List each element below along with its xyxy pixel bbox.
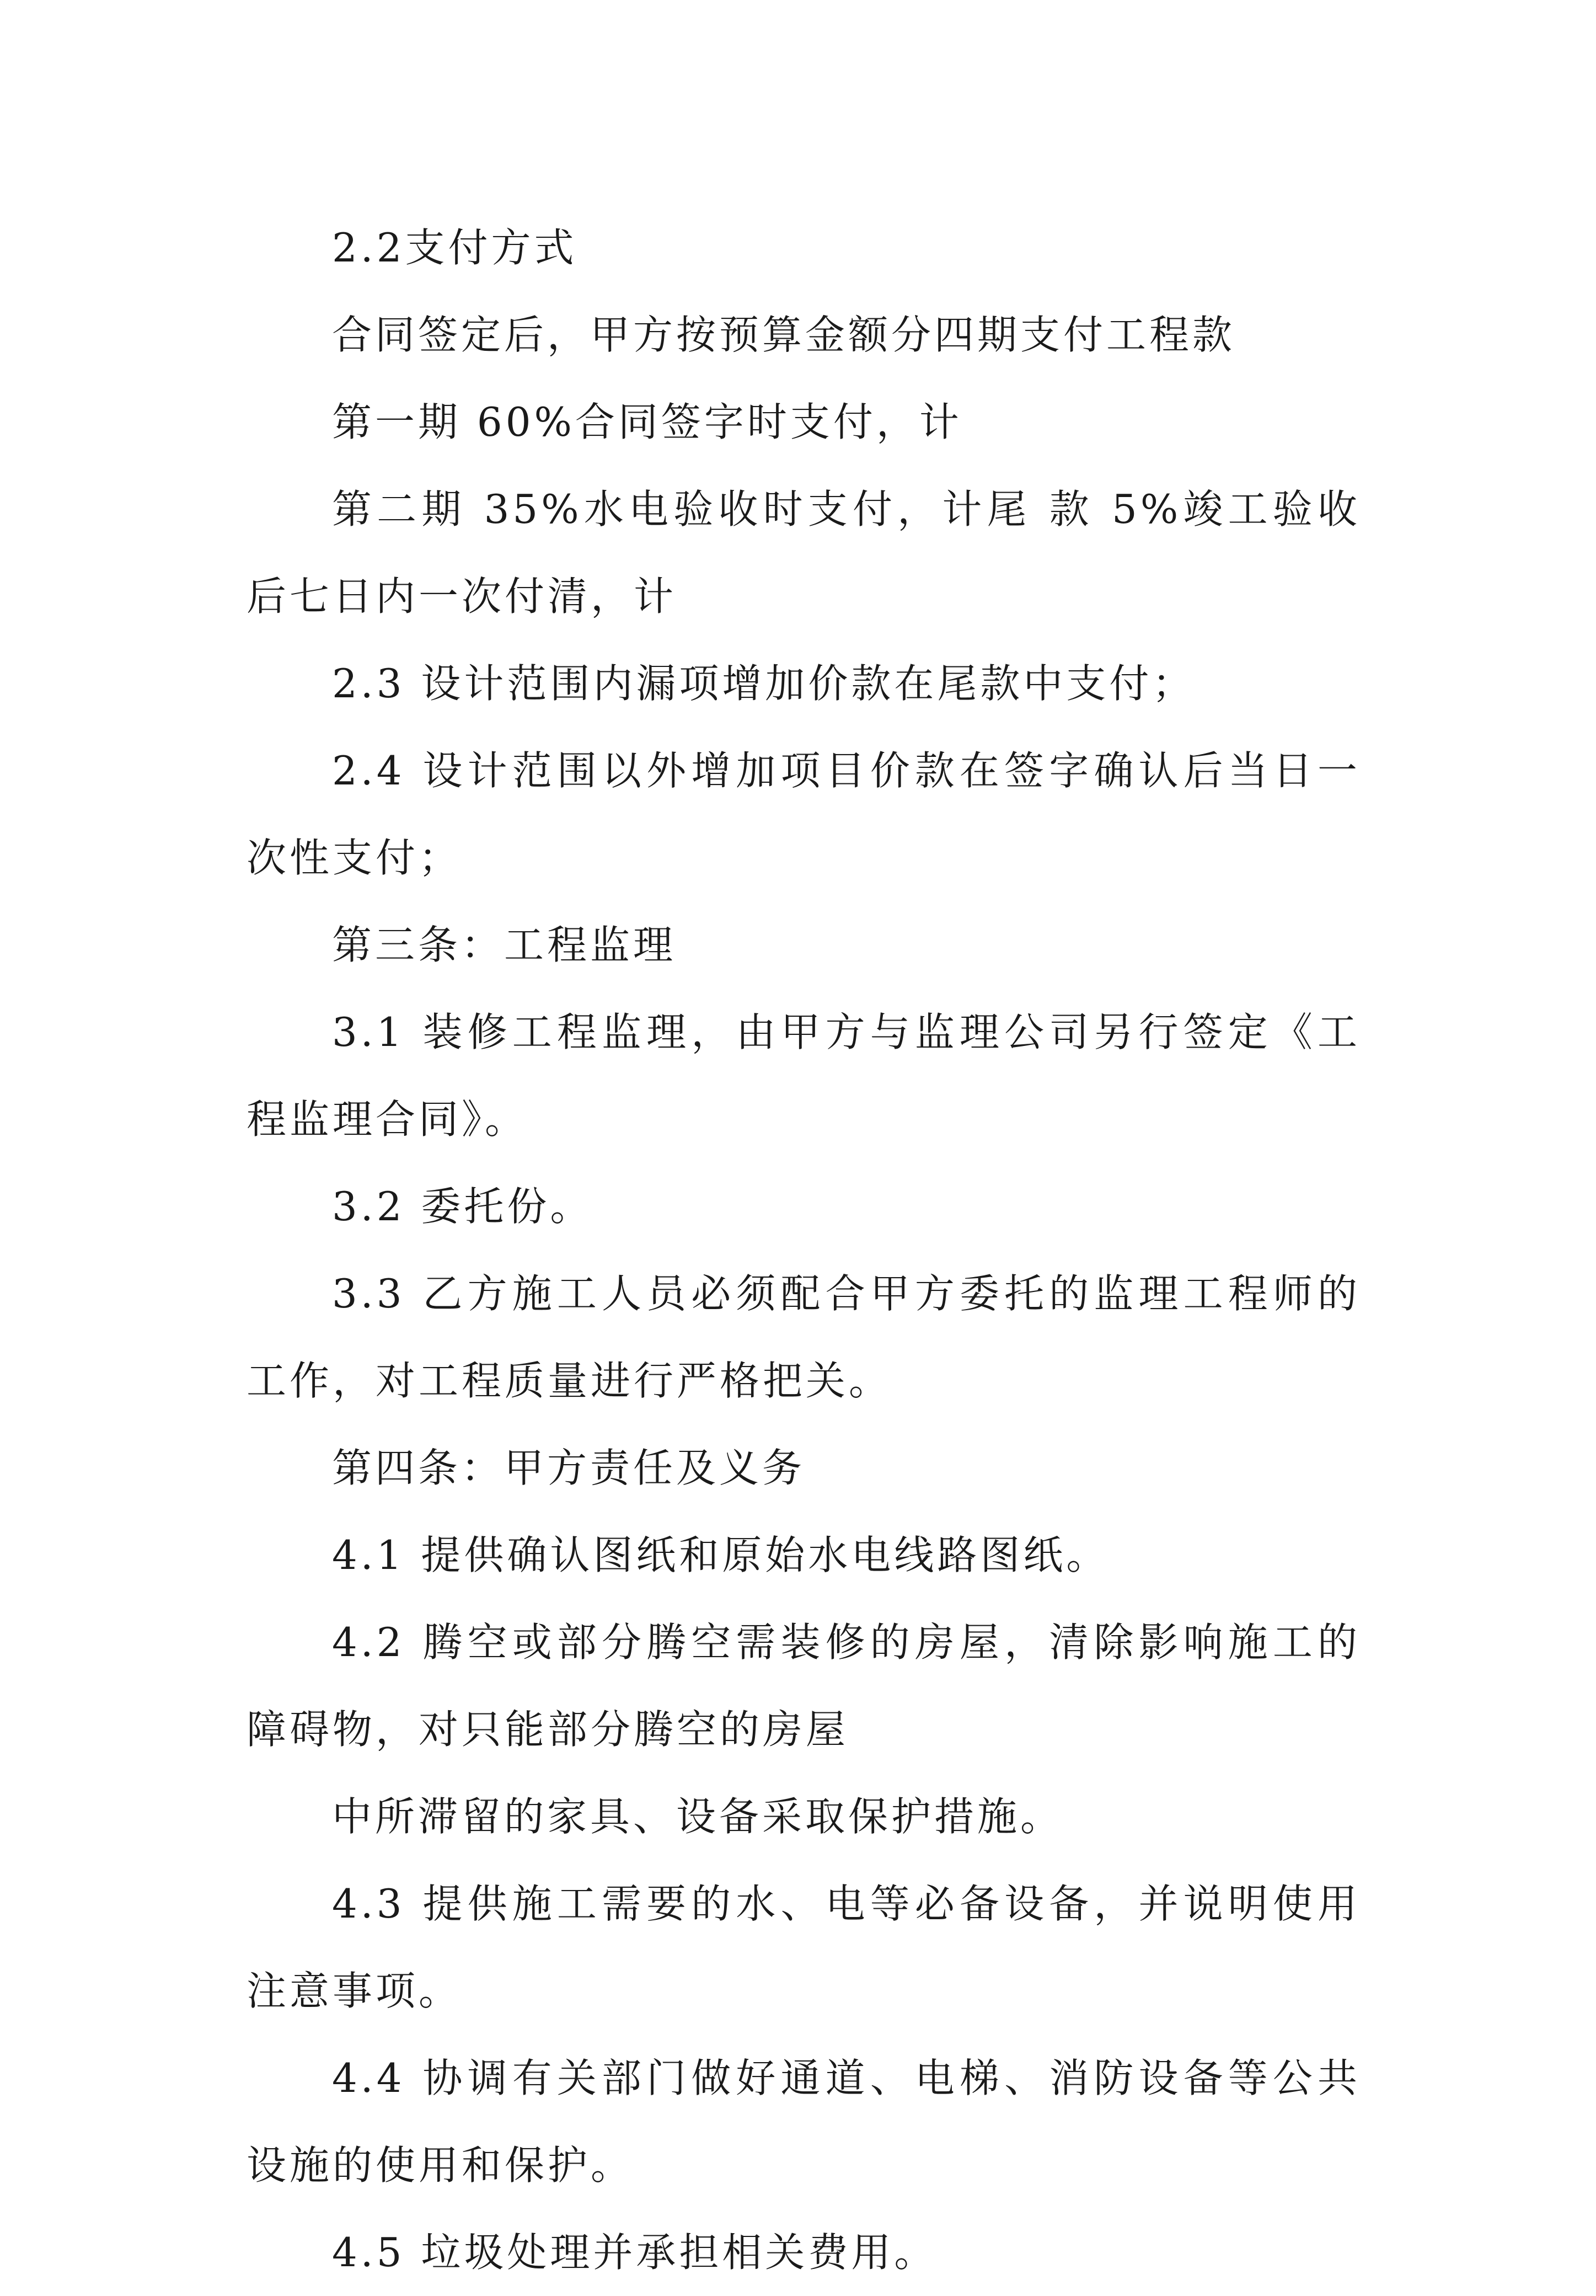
paragraph-first-installment: 第一期 60%合同签字时支付，计 — [332, 399, 962, 445]
paragraph-3-2: 3.2 委托份。 — [332, 1183, 593, 1230]
paragraph-4-4: 4.4 协调有关部门做好通道、电梯、消防设备等公共设施的使用和保护。 — [247, 2055, 1361, 2188]
heading-article-3: 第三条：工程监理 — [332, 922, 677, 968]
document-body — [247, 204, 1361, 2296]
paragraph-4-3: 4.3 提供施工需要的水、电等必备设备，并说明使用注意事项。 — [247, 1881, 1361, 2014]
paragraph-2-3: 2.3 设计范围内漏项增加价款在尾款中支付； — [332, 660, 1196, 707]
paragraph-4-2-continued: 中所滞留的家具、设备采取保护措施。 — [332, 1793, 1064, 1840]
paragraph-4-2: 4.2 腾空或部分腾空需装修的房屋，清除影响施工的障碍物，对只能部分腾空的房屋 — [247, 1619, 1361, 1753]
paragraph-second-installment: 第二期 35%水电验收时支付，计尾 款 5%竣工验收后七日内一次付清，计 — [247, 486, 1361, 620]
paragraph-payment-installments: 合同签定后，甲方按预算金额分四期支付工程款 — [332, 312, 1236, 358]
paragraph-3-3: 3.3 乙方施工人员必须配合甲方委托的监理工程师的工作，对工程质量进行严格把关。 — [247, 1270, 1361, 1404]
heading-2-2-payment-method: 2.2支付方式 — [332, 225, 577, 271]
paragraph-4-1: 4.1 提供确认图纸和原始水电线路图纸。 — [332, 1532, 1110, 1578]
paragraph-3-1: 3.1 装修工程监理，由甲方与监理公司另行签定《工程监理合同》。 — [247, 1009, 1361, 1142]
paragraph-2-4: 2.4 设计范围以外增加项目价款在签字确认后当日一次性支付； — [247, 747, 1361, 881]
heading-article-4: 第四条：甲方责任及义务 — [332, 1445, 806, 1491]
paragraph-4-5: 4.5 垃圾处理并承担相关费用。 — [332, 2229, 938, 2276]
